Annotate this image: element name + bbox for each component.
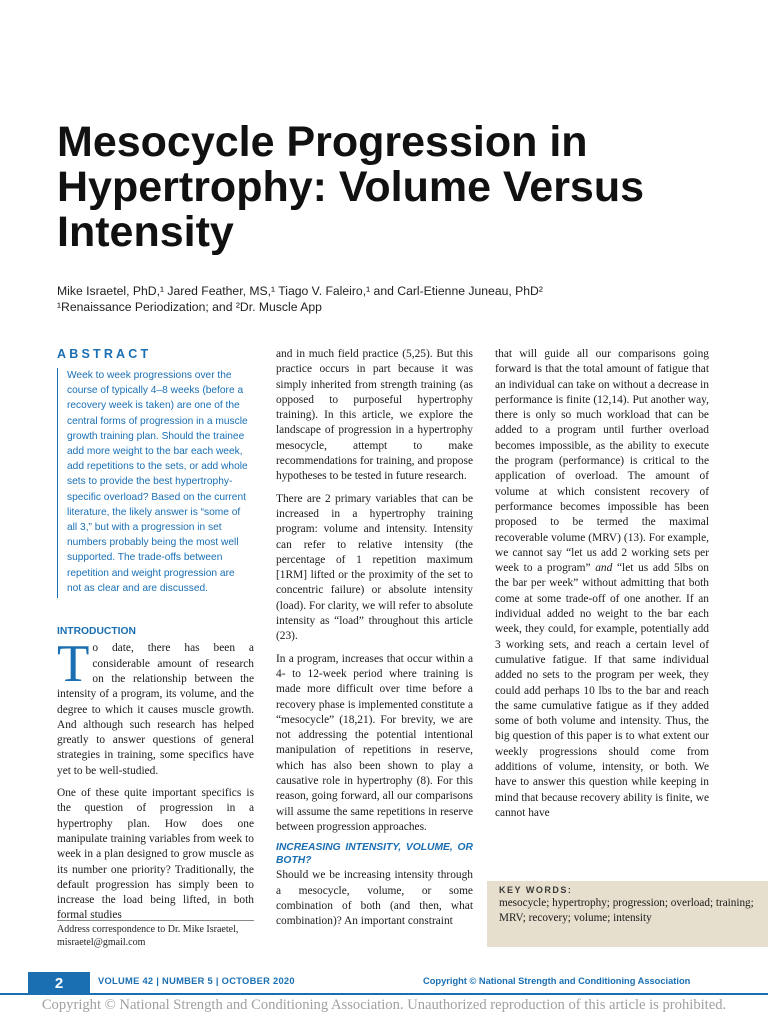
col3-text-b: “let us add 5lbs on the bar per week” without admitting that both come at some trade-off of one another. If an individual added no weight to the bar each week, they could, for example, potentially add 3 working sets, and reach a certain level of cumulative fatigue. If that same individual added no sets to the program per week, they could add perhaps 10 lbs to the bar and reach the same cumulative fatigue as if they added some of both volume and intensity. Thus, the big question of this paper is to what extent our weekly progressions should come from additions of volume, intensity, or both. We have to answer this question while keeping in mind that because recovery ability is finite, we cannot have: [495, 562, 709, 819]
col2-paragraph-3: In a program, increases that occur within a 4- to 12-week period where training is made more difficult over time before a recovery phase is implemented constitute a “mesocycle” (18,21). For brevity, we are not addressing the potential intentional manipulation of repetitions in reserve, which has also been shown to play a causative role in hypertrophy (8). For this reason, going forward, all our comparisons will assume the same repetitions in reserve between progression approaches.: [276, 652, 473, 833]
col2-paragraph-2: There are 2 primary variables that can be increased in a hypertrophy training program: volume and intensity. Intensity can refer to relative intensity (the percentage of 1 repetition maximum [1RM] lifted or the proximity of the set to concentric failure) or absolute intensity (load). For clarity, we will refer to absolute intensity as “load” throughout this article (23).: [276, 492, 473, 643]
footer-rule: [0, 993, 768, 995]
intro-paragraph-2: One of these quite important specifics is the question of progression in a hypertrophy plan. How does one manipulate training variables from week to week in a plan designed to grow muscle as its number one priority? Traditionally, the default progression has simply been to increase the load being lifted, in both formal studies: [57, 787, 254, 922]
drop-cap: T: [57, 635, 90, 694]
copyright-watermark: Copyright © National Strength and Conditioning Association. Unauthorized reproduction of this article is prohibited.: [41, 997, 727, 1013]
intro-paragraph-1-text: o date, there has been a considerable amount of research on the relationship between the intensity of a program, its volume, and the degree to which it causes muscle growth. And although such research has helped greatly to answer questions of general strategies in training, some specifics have yet to be well-studied.: [57, 642, 254, 777]
page-number: 2: [28, 972, 90, 995]
keywords-heading: KEY WORDS:: [499, 885, 573, 895]
col2-paragraph-1: and in much field practice (5,25). But this practice occurs in part because it was simply inherited from strength training (as opposed to purposeful hypertrophy training). In this article, we explore the landscape of progression in a hypertrophy mesocycle, attempt to make recommendations for training, and propose hypotheses to be tested in future research.: [276, 348, 473, 483]
keywords-list: mesocycle; hypertrophy; progression; overload; training; MRV; recovery; volume; intensity: [499, 897, 754, 924]
abstract-heading: ABSTRACT: [57, 347, 152, 361]
column-1: [57, 347, 254, 931]
keywords-box: [487, 881, 768, 947]
col3-paragraph-1: [495, 347, 709, 821]
col3-text-a: that will guide all our comparisons going forward is that the total amount of fatigue that an individual can take on without a decrease in performance is finite (12,14). Put another way, there is only so much workload that can be added to a program until further overload becomes impossible, as the ability to execute the program (performance) is critical to the application of overload. The amount of volume at which consistent recovery of performance becomes impossible has been proposed to be termed the maximal recoverable volume (MRV) (13). For example, we cannot say “let us add 2 working sets per week to a program”: [495, 348, 709, 575]
article-title: Mesocycle Progression in Hypertrophy: Volume Versus Intensity: [57, 118, 645, 256]
col3-italic-and: and: [595, 562, 613, 575]
footer-copyright: Copyright © National Strength and Conditioning Association: [423, 976, 691, 986]
abstract-text: Week to week progressions over the course of typically 4–8 weeks (before a recovery week is taken) are one of the central forms of progression in a muscle growth training plan. Should the trainee add more weight to the bar each week, add repetitions to the sets, or add whole sets to provide the best hypertrophy-specific overload? Based on the current literature, the likely answer is “some of all 3,” but with a progression in set numbers probably being the most well supported. The trade-offs between repetition and weight progression are not as clear and are discussed.: [57, 368, 254, 598]
section-subheading: INCREASING INTENSITY, VOLUME, OR BOTH?: [276, 842, 473, 866]
author-block: [57, 284, 737, 315]
col2-paragraph-4: Should we be increasing intensity through a mesocycle, volume, or some combination of both (and then, what combination)? An important constraint: [276, 869, 473, 928]
page-footer: [0, 972, 768, 994]
correspondence-note: Address correspondence to Dr. Mike Israetel, misraetel@gmail.com: [57, 920, 254, 949]
affiliations: ¹Renaissance Periodization; and ²Dr. Muscle App: [57, 299, 322, 314]
issue-info: VOLUME 42 | NUMBER 5 | OCTOBER 2020: [98, 976, 295, 986]
column-2: [276, 347, 473, 936]
intro-paragraph-1: [57, 635, 254, 779]
author-list: Mike Israetel, PhD,¹ Jared Feather, MS,¹ Tiago V. Faleiro,¹ and Carl-Etienne Juneau, PhD²: [57, 284, 543, 298]
introduction-heading: INTRODUCTION: [57, 626, 136, 638]
column-3: [495, 347, 709, 828]
